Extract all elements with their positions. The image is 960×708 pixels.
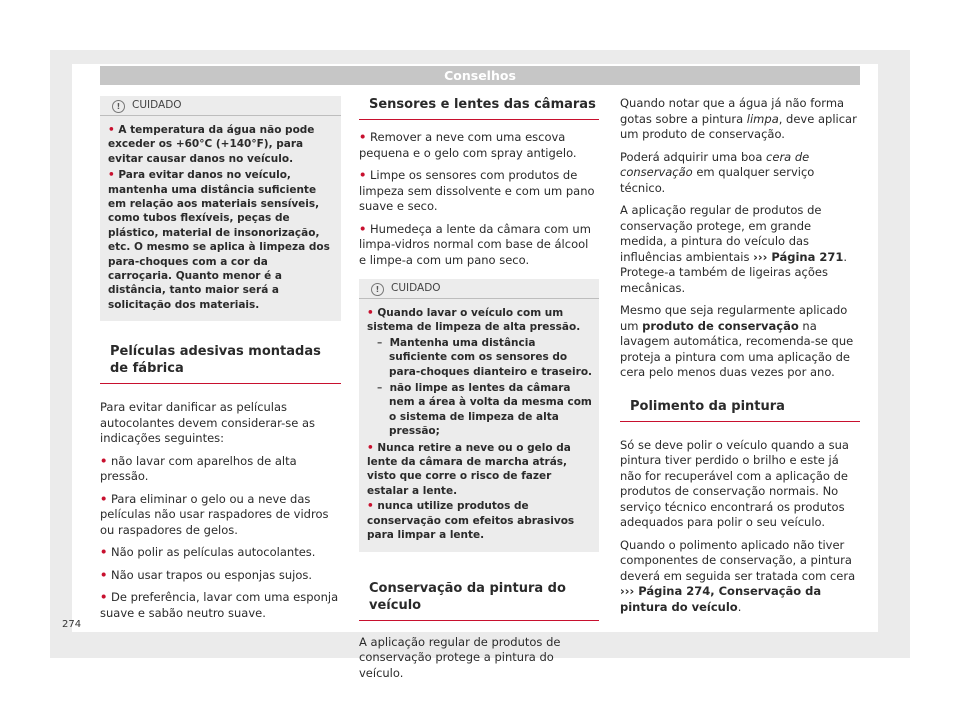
caution-item: • Para evitar danos no veículo, mantenha uma distância suficiente em relação aos materiais sensíveis, como tubos flexíveis, peças de plástico, material de insonorização, etc. O mesmo se aplica à limpeza dos para-choques com a cor da carroçaria. Quanto menor é a distância, tanto maior será a solicitação dos materiais. xyxy=(108,169,330,311)
column-3 xyxy=(620,96,860,622)
warning-icon: ! xyxy=(371,283,384,296)
list-item: • Limpe os sensores com produtos de limpeza sem dissolvente e com um pano suave e seco. xyxy=(359,168,595,213)
caution-item: • Nunca retire a neve ou o gelo da lente da câmara de marcha atrás, visto que corre o risco de fazer estalar a lente. xyxy=(367,441,571,497)
list-item: • Para eliminar o gelo ou a neve das películas não usar raspadores de vidros ou raspadores de gelos. xyxy=(100,491,329,537)
caution-body xyxy=(359,299,599,552)
section-title: Sensores e lentes das câmaras xyxy=(359,96,599,120)
warning-icon: ! xyxy=(112,100,125,113)
column-1 xyxy=(100,96,341,628)
list-item: • De preferência, lavar com uma esponja suave e sabão neutro suave. xyxy=(100,590,339,620)
page-reference-link[interactable]: ››› Página 271 xyxy=(753,249,844,264)
intro-text: Para evitar danificar as películas autocolantes devem considerar-se as indicações seguintes: xyxy=(100,400,316,446)
caution-label: CUIDADO xyxy=(132,99,182,111)
page-number: 274 xyxy=(62,619,82,630)
list-item: • Humedeça a lente da câmara com um limpa-vidros normal com base de álcool e limpe-a com um pano seco. xyxy=(359,221,591,267)
page-header: Conselhos xyxy=(100,66,860,85)
caution-item: • A temperatura da água não pode exceder os +60°C (+140°F), para evitar causar danos no veículo. xyxy=(108,124,315,165)
section-title: Películas adesivas montadas de fábrica xyxy=(100,343,341,384)
paragraph: A aplicação regular de produtos de conservação protege, em grande medida, a pintura do veículo das influências ambientais ››› Página 271. Protege-a também de ligeiras ações mecânicas. xyxy=(620,203,847,295)
caution-subitem: – Mantenha uma distância suficiente com os sensores do para-choques dianteiro e traseiro. xyxy=(377,336,593,378)
caution-box xyxy=(100,96,341,321)
caution-item: • Quando lavar o veículo com um sistema de limpeza de alta pressão. xyxy=(367,307,581,334)
caution-item: • nunca utilize produtos de conservação com efeitos abrasivos para limpar a lente. xyxy=(367,500,575,542)
caution-subitem: – não limpe as lentes da câmara nem a área à volta da mesma com o sistema de limpeza de alta pressão; xyxy=(377,382,592,438)
list-item: • não lavar com aparelhos de alta pressão. xyxy=(100,453,297,484)
caution-header xyxy=(100,96,341,116)
paragraph: Quando o polimento aplicado não tiver componentes de conservação, a pintura deverá em seguida ser tratada com cera ››› Página 274, Conservação da pintura do veículo. xyxy=(620,537,856,614)
list-item: • Remover a neve com uma escova pequena e o gelo com spray antigelo. xyxy=(359,130,577,160)
paragraph: Quando notar que a água já não forma gotas sobre a pintura limpa, deve aplicar um produto de conservação. xyxy=(620,96,857,141)
section-title: Conservação da pintura do veículo xyxy=(359,580,599,621)
paragraph: Mesmo que seja regularmente aplicado um produto de conservação na lavagem automática, recomenda-se que proteja a pintura com uma aplicação de cera pelo menos duas vezes por ano. xyxy=(620,303,854,379)
paragraph: Poderá adquirir uma boa cera de conservação em qualquer serviço técnico. xyxy=(620,149,815,195)
caution-body xyxy=(100,116,341,321)
list-item: • Não polir as películas autocolantes. xyxy=(100,545,316,560)
paragraph: A aplicação regular de produtos de conservação protege a pintura do veículo. xyxy=(359,634,561,680)
page-reference-link[interactable]: ››› Página 274, Conservação da pintura do veículo xyxy=(620,584,822,614)
caution-box xyxy=(359,279,599,552)
caution-header xyxy=(359,279,599,299)
paragraph: Só se deve polir o veículo quando a sua pintura tiver perdido o brilho e este já não for recuperável com a aplicação de produtos de conservação normais. No serviço técnico encontrará os produtos adequados para polir o seu veículo. xyxy=(620,437,849,529)
list-item: • Não usar trapos ou esponjas sujos. xyxy=(100,567,313,582)
section-title: Polimento da pintura xyxy=(620,398,860,422)
caution-label: CUIDADO xyxy=(391,282,441,294)
column-2 xyxy=(359,96,599,688)
